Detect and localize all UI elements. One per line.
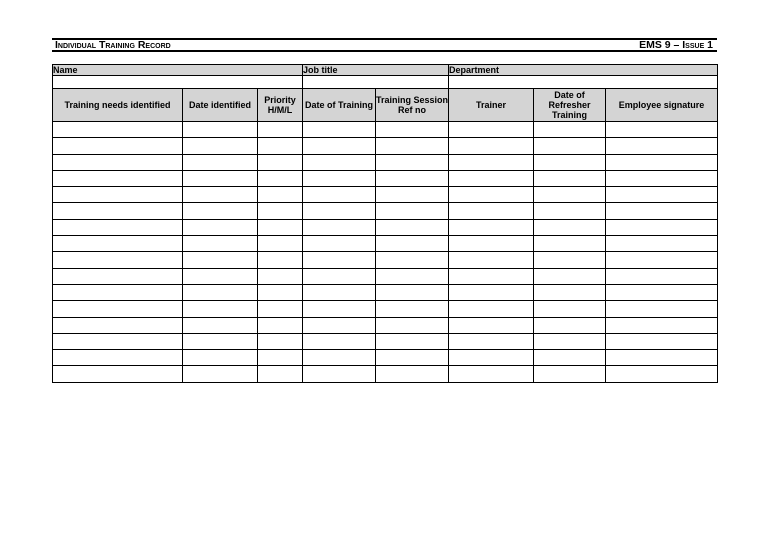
table-cell[interactable] <box>53 268 183 284</box>
table-cell[interactable] <box>449 284 534 300</box>
table-row <box>53 366 718 382</box>
table-cell[interactable] <box>258 268 303 284</box>
table-cell[interactable] <box>53 219 183 235</box>
table-cell[interactable] <box>449 122 534 138</box>
table-cell[interactable] <box>258 350 303 366</box>
table-cell[interactable] <box>449 350 534 366</box>
table-cell[interactable] <box>534 284 606 300</box>
table-cell[interactable] <box>258 154 303 170</box>
table-cell[interactable] <box>606 350 718 366</box>
table-row <box>53 268 718 284</box>
table-cell[interactable] <box>303 301 376 317</box>
table-cell[interactable] <box>449 317 534 333</box>
table-cell[interactable] <box>376 203 449 219</box>
column-header: Date of Training <box>303 89 376 122</box>
table-cell[interactable] <box>376 122 449 138</box>
column-header: Employee signature <box>606 89 718 122</box>
table-cell[interactable] <box>303 252 376 268</box>
table-cell[interactable] <box>376 366 449 382</box>
table-cell[interactable] <box>376 219 449 235</box>
column-header: Trainer <box>449 89 534 122</box>
table-cell[interactable] <box>303 138 376 154</box>
table-cell[interactable] <box>183 219 258 235</box>
table-cell[interactable] <box>258 317 303 333</box>
table-cell[interactable] <box>303 333 376 349</box>
table-cell[interactable] <box>449 170 534 186</box>
table-cell[interactable] <box>449 203 534 219</box>
table-row <box>53 301 718 317</box>
table-cell[interactable] <box>53 154 183 170</box>
table-cell[interactable] <box>258 219 303 235</box>
table-cell[interactable] <box>303 219 376 235</box>
table-cell[interactable] <box>606 333 718 349</box>
table-cell[interactable] <box>53 236 183 252</box>
table-cell[interactable] <box>183 252 258 268</box>
table-cell[interactable] <box>534 236 606 252</box>
table-cell[interactable] <box>258 366 303 382</box>
table-cell[interactable] <box>53 333 183 349</box>
table-cell[interactable] <box>53 366 183 382</box>
table-cell[interactable] <box>183 333 258 349</box>
table-cell[interactable] <box>53 350 183 366</box>
table-cell[interactable] <box>449 154 534 170</box>
table-row <box>53 170 718 186</box>
table-cell[interactable] <box>376 284 449 300</box>
table-cell[interactable] <box>258 138 303 154</box>
table-cell[interactable] <box>449 366 534 382</box>
table-cell[interactable] <box>53 170 183 186</box>
column-header: Date identified <box>183 89 258 122</box>
table-cell[interactable] <box>534 138 606 154</box>
table-cell[interactable] <box>606 219 718 235</box>
table-cell[interactable] <box>376 187 449 203</box>
table-cell[interactable] <box>534 187 606 203</box>
table-cell[interactable] <box>53 187 183 203</box>
column-header: Priority H/M/L <box>258 89 303 122</box>
table-cell[interactable] <box>606 187 718 203</box>
page-header <box>52 38 717 52</box>
table-cell[interactable] <box>606 284 718 300</box>
table-cell[interactable] <box>303 170 376 186</box>
table-cell[interactable] <box>183 317 258 333</box>
table-cell[interactable] <box>449 301 534 317</box>
table-cell[interactable] <box>183 366 258 382</box>
table-cell[interactable] <box>376 317 449 333</box>
table-cell[interactable] <box>376 170 449 186</box>
table-cell[interactable] <box>258 170 303 186</box>
table-row <box>53 333 718 349</box>
document-title: Individual Training Record <box>55 39 171 51</box>
table-cell[interactable] <box>183 301 258 317</box>
table-row <box>53 350 718 366</box>
table-cell[interactable] <box>183 203 258 219</box>
table-cell[interactable] <box>606 122 718 138</box>
department-field[interactable] <box>449 76 718 89</box>
table-cell[interactable] <box>303 154 376 170</box>
table-row <box>53 122 718 138</box>
table-cell[interactable] <box>376 268 449 284</box>
table-cell[interactable] <box>303 317 376 333</box>
table-cell[interactable] <box>449 187 534 203</box>
table-cell[interactable] <box>606 252 718 268</box>
table-row <box>53 252 718 268</box>
table-cell[interactable] <box>449 138 534 154</box>
table-cell[interactable] <box>303 366 376 382</box>
table-row <box>53 187 718 203</box>
table-cell[interactable] <box>376 154 449 170</box>
table-cell[interactable] <box>303 268 376 284</box>
table-cell[interactable] <box>303 203 376 219</box>
table-cell[interactable] <box>258 333 303 349</box>
table-cell[interactable] <box>606 301 718 317</box>
table-cell[interactable] <box>53 301 183 317</box>
column-header: Training Session Ref no <box>376 89 449 122</box>
table-cell[interactable] <box>183 268 258 284</box>
table-cell[interactable] <box>258 284 303 300</box>
table-cell[interactable] <box>183 154 258 170</box>
table-cell[interactable] <box>534 268 606 284</box>
table-cell[interactable] <box>303 236 376 252</box>
table-cell[interactable] <box>534 252 606 268</box>
table-cell[interactable] <box>183 350 258 366</box>
table-cell[interactable] <box>376 301 449 317</box>
table-row <box>53 203 718 219</box>
table-cell[interactable] <box>258 122 303 138</box>
table-cell[interactable] <box>534 170 606 186</box>
table-cell[interactable] <box>53 284 183 300</box>
table-cell[interactable] <box>606 236 718 252</box>
department-label: Department <box>449 65 718 76</box>
table-row <box>53 154 718 170</box>
table-cell[interactable] <box>53 122 183 138</box>
training-record-table <box>52 64 718 383</box>
table-cell[interactable] <box>606 138 718 154</box>
table-row <box>53 138 718 154</box>
table-cell[interactable] <box>53 138 183 154</box>
table-cell[interactable] <box>534 301 606 317</box>
table-cell[interactable] <box>258 301 303 317</box>
job-title-label: Job title <box>303 65 449 76</box>
table-cell[interactable] <box>258 252 303 268</box>
table-cell[interactable] <box>258 187 303 203</box>
table-cell[interactable] <box>183 122 258 138</box>
column-header-row <box>53 89 718 122</box>
table-cell[interactable] <box>449 333 534 349</box>
column-header: Training needs identified <box>53 89 183 122</box>
table-cell[interactable] <box>534 350 606 366</box>
name-label: Name <box>53 65 303 76</box>
table-row <box>53 317 718 333</box>
table-row <box>53 284 718 300</box>
table-cell[interactable] <box>606 366 718 382</box>
info-value-row <box>53 76 718 89</box>
table-cell[interactable] <box>606 154 718 170</box>
table-cell[interactable] <box>606 317 718 333</box>
column-header: Date of Refresher Training <box>534 89 606 122</box>
table-cell[interactable] <box>534 317 606 333</box>
table-cell[interactable] <box>376 350 449 366</box>
table-cell[interactable] <box>303 122 376 138</box>
table-row <box>53 236 718 252</box>
job-title-field[interactable] <box>303 76 449 89</box>
table-cell[interactable] <box>376 252 449 268</box>
table-cell[interactable] <box>606 170 718 186</box>
table-cell[interactable] <box>183 236 258 252</box>
table-cell[interactable] <box>534 366 606 382</box>
info-label-row <box>53 65 718 76</box>
table-cell[interactable] <box>534 122 606 138</box>
table-cell[interactable] <box>258 203 303 219</box>
table-cell[interactable] <box>606 268 718 284</box>
table-cell[interactable] <box>376 333 449 349</box>
table-cell[interactable] <box>183 170 258 186</box>
table-cell[interactable] <box>183 187 258 203</box>
table-cell[interactable] <box>303 187 376 203</box>
table-cell[interactable] <box>303 350 376 366</box>
table-cell[interactable] <box>449 268 534 284</box>
table-cell[interactable] <box>606 203 718 219</box>
table-cell[interactable] <box>53 317 183 333</box>
table-cell[interactable] <box>534 333 606 349</box>
table-cell[interactable] <box>53 252 183 268</box>
table-cell[interactable] <box>376 236 449 252</box>
document-code: EMS 9 – Issue 1 <box>639 39 713 51</box>
table-cell[interactable] <box>534 154 606 170</box>
table-cell[interactable] <box>449 236 534 252</box>
table-cell[interactable] <box>183 138 258 154</box>
table-cell[interactable] <box>376 138 449 154</box>
table-cell[interactable] <box>258 236 303 252</box>
table-cell[interactable] <box>183 284 258 300</box>
table-cell[interactable] <box>303 284 376 300</box>
table-cell[interactable] <box>53 203 183 219</box>
table-cell[interactable] <box>449 219 534 235</box>
table-cell[interactable] <box>534 203 606 219</box>
table-cell[interactable] <box>534 219 606 235</box>
table-cell[interactable] <box>449 252 534 268</box>
table-row <box>53 219 718 235</box>
name-field[interactable] <box>53 76 303 89</box>
